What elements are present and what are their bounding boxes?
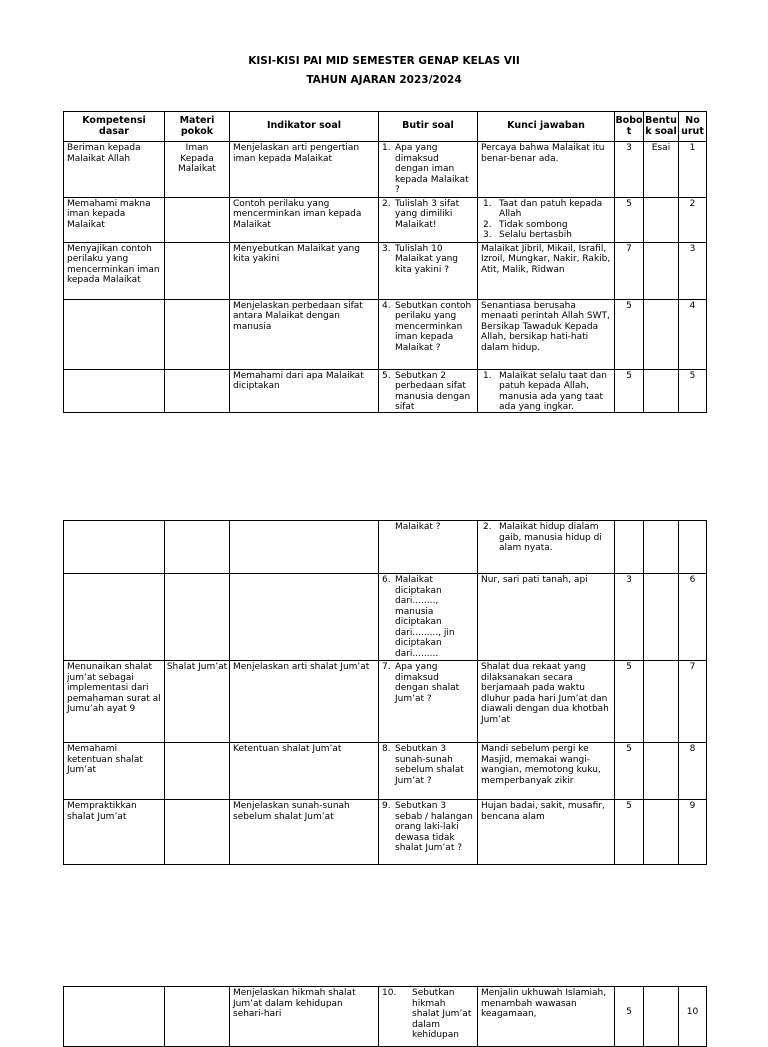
cell-kd: Menyajikan contoh perilaku yang mencerminkan iman kepada Malaikat [64, 242, 165, 299]
butir-text: Malaikat diciptakan dari........, manusia diciptakan dari........., jin diciptakan dari......... [395, 575, 455, 659]
cell-bobot: 5 [615, 661, 644, 743]
header-butir: Butir soal [379, 112, 478, 142]
cell-no: 7 [679, 661, 707, 743]
cell-no: 4 [679, 299, 707, 369]
cell-indikator [230, 574, 379, 661]
cell-kd [64, 987, 165, 1047]
cell-no: 5 [679, 369, 707, 412]
table-row [64, 242, 707, 299]
header-kompetensi: Kompetensi dasar [64, 112, 165, 142]
cell-kunci: Mandi sebelum pergi ke Masjid, memakai wangi-wangian, memotong kuku, memperbanyak zikir [478, 743, 615, 800]
cell-butir [379, 800, 478, 865]
butir-number: 4. [382, 300, 391, 311]
cell-bentuk: Esai [644, 142, 679, 198]
cell-bentuk [644, 987, 679, 1047]
cell-butir [379, 242, 478, 299]
cell-bentuk [644, 197, 679, 242]
kunci-list-item: 2. Malaikat hidup dialam gaib, manusia hidup di alam nyata. [483, 522, 602, 553]
cell-no: 3 [679, 242, 707, 299]
cell-no: 1 [679, 142, 707, 198]
cell-materi: Shalat Jum’at [165, 661, 230, 743]
table-row [64, 369, 707, 412]
cell-indikator: Menjelaskan sunah-sunah sebelum shalat Jum’at [230, 800, 379, 865]
cell-no [679, 521, 707, 574]
header-indikator: Indikator soal [230, 112, 379, 142]
cell-butir [379, 197, 478, 242]
cell-materi [165, 197, 230, 242]
cell-butir [379, 987, 478, 1047]
kisi-table-page1 [63, 111, 707, 413]
kunci-list-item: 1. Malaikat selalu taat dan patuh kepada Allah, manusia ada yang taat ada yang ingkar. [483, 370, 607, 412]
cell-bobot: 5 [615, 987, 644, 1047]
cell-bentuk [644, 661, 679, 743]
butir-number: 2. [382, 198, 391, 209]
cell-bobot: 5 [615, 299, 644, 369]
document-title: KISI-KISI PAI MID SEMESTER GENAP KELAS VII [248, 55, 520, 67]
cell-kunci [478, 369, 615, 412]
kunci-list-item: 2. Tidak sombong [483, 219, 568, 230]
cell-butir [379, 521, 478, 574]
cell-indikator: Memahami dari apa Malaikat diciptakan [230, 369, 379, 412]
cell-butir [379, 299, 478, 369]
butir-number: 5. [382, 370, 391, 381]
cell-materi [165, 800, 230, 865]
cell-kd [64, 369, 165, 412]
cell-indikator: Menyebutkan Malaikat yang kita yakini [230, 242, 379, 299]
cell-butir [379, 743, 478, 800]
cell-kunci: Menjalin ukhuwah Islamiah, menambah wawasan keagamaan, [478, 987, 615, 1047]
butir-text: Sebutkan 3 sebab / halangan orang laki-laki dewasa tidak shalat Jum’at ? [395, 801, 473, 853]
cell-indikator: Menjelaskan arti pengertian iman kepada Malaikat [230, 142, 379, 198]
cell-bentuk [644, 299, 679, 369]
cell-materi [165, 242, 230, 299]
cell-bentuk [644, 369, 679, 412]
kunci-list-item: 3. Selalu bertasbih [483, 230, 572, 240]
cell-kunci: Percaya bahwa Malaikat itu benar-benar ada. [478, 142, 615, 198]
table-row [64, 521, 707, 574]
cell-butir [379, 574, 478, 661]
cell-bentuk [644, 574, 679, 661]
butir-number: 6. [382, 575, 391, 585]
header-bentuk: Bentuk soal [644, 112, 679, 142]
kunci-list-item: 1. Taat dan patuh kepada Allah [483, 198, 603, 219]
kisi-table-page2 [63, 520, 707, 865]
butir-number: 7. [382, 662, 391, 672]
cell-materi [165, 299, 230, 369]
cell-kd: Memahami ketentuan shalat Jum’at [64, 743, 165, 800]
cell-no: 10 [679, 987, 707, 1047]
header-bobot: Bobot [615, 112, 644, 142]
cell-kunci [478, 521, 615, 574]
header-no: No urut [679, 112, 707, 142]
cell-indikator: Menjelaskan perbedaan sifat antara Malaikat dengan manusia [230, 299, 379, 369]
cell-butir [379, 661, 478, 743]
cell-indikator: Menjelaskan hikmah shalat Jum’at dalam kehidupan sehari-hari [230, 987, 379, 1047]
table-row [64, 987, 707, 1047]
cell-no: 9 [679, 800, 707, 865]
cell-materi: Iman Kepada Malaikat [165, 142, 230, 198]
cell-no: 6 [679, 574, 707, 661]
butir-text: Apa yang dimaksud dengan shalat Jum’at ? [395, 662, 460, 704]
cell-kd: Menunaikan shalat jum’at sebagai implementasi dari pemahaman surat al Jumu’ah ayat 9 [64, 661, 165, 743]
cell-bentuk [644, 743, 679, 800]
cell-materi [165, 369, 230, 412]
kisi-table-page3 [63, 986, 707, 1047]
cell-kunci: Senantiasa berusaha menaati perintah Allah SWT, Bersikap Tawaduk Kepada Allah, bersikap hati-hati dalam hidup. [478, 299, 615, 369]
cell-bentuk [644, 242, 679, 299]
cell-materi [165, 743, 230, 800]
cell-kd [64, 521, 165, 574]
cell-kunci [478, 197, 615, 242]
cell-bentuk [644, 521, 679, 574]
cell-bobot: 3 [615, 574, 644, 661]
cell-kd: Memahami makna iman kepada Malaikat [64, 197, 165, 242]
page3-clip [63, 986, 706, 1040]
document-subtitle: TAHUN AJARAN 2023/2024 [306, 74, 462, 86]
cell-bobot: 3 [615, 142, 644, 198]
cell-bentuk [644, 800, 679, 865]
cell-bobot: 5 [615, 197, 644, 242]
butir-text: Apa yang dimaksud dengan iman kepada Malaikat ? [395, 143, 469, 195]
butir-text: Malaikat ? [395, 522, 441, 532]
butir-text: Tulislah 10 Malaikat yang kita yakini ? [395, 243, 459, 275]
cell-bobot: 5 [615, 743, 644, 800]
cell-kunci: Nur, sari pati tanah, api [478, 574, 615, 661]
cell-kd [64, 299, 165, 369]
cell-indikator: Menjelaskan arti shalat Jum’at [230, 661, 379, 743]
butir-number: 9. [382, 801, 391, 811]
butir-text: Sebutkan hikmah shalat Jum’at dalam kehidupan [412, 988, 472, 1040]
header-kunci: Kunci jawaban [478, 112, 615, 142]
cell-materi [165, 574, 230, 661]
butir-text: Tulislah 3 sifat yang dimiliki Malaikat! [395, 198, 460, 230]
cell-bobot: 7 [615, 242, 644, 299]
butir-number: 1. [382, 143, 391, 153]
cell-bobot: 5 [615, 800, 644, 865]
cell-kunci: Malaikat Jibril, Mikail, Israfil, Izroil, Mungkar, Nakir, Rakib, Atit, Malik, Ridwan [478, 242, 615, 299]
header-materi: Materi pokok [165, 112, 230, 142]
butir-text: Sebutkan contoh perilaku yang mencerminkan iman kepada Malaikat ? [395, 300, 472, 353]
cell-no: 8 [679, 743, 707, 800]
cell-kunci: Hujan badai, sakit, musafir, bencana alam [478, 800, 615, 865]
table-row [64, 142, 707, 198]
butir-number: 3. [382, 243, 391, 254]
cell-bobot [615, 521, 644, 574]
butir-text: Sebutkan 3 sunah-sunah sebelum shalat Jum’at ? [395, 744, 464, 786]
cell-materi [165, 521, 230, 574]
cell-kunci: Shalat dua rekaat yang dilaksanakan secara berjamaah pada waktu dluhur pada hari Jum’at dan diawali dengan dua khotbah Jum’at [478, 661, 615, 743]
butir-number: 10. [382, 988, 397, 998]
butir-text: Sebutkan 2 perbedaan sifat manusia dengan sifat [395, 370, 471, 412]
cell-butir [379, 369, 478, 412]
cell-kd: Beriman kepada Malaikat Allah [64, 142, 165, 198]
cell-butir [379, 142, 478, 198]
table-row [64, 800, 707, 865]
cell-no: 2 [679, 197, 707, 242]
table-row [64, 743, 707, 800]
cell-kd: Mempraktikkan shalat Jum’at [64, 800, 165, 865]
cell-bobot: 5 [615, 369, 644, 412]
table-row [64, 574, 707, 661]
table-header-row [64, 112, 707, 142]
table-row [64, 197, 707, 242]
table-row [64, 299, 707, 369]
cell-indikator [230, 521, 379, 574]
cell-kd [64, 574, 165, 661]
cell-indikator: Contoh perilaku yang mencerminkan iman kepada Malaikat [230, 197, 379, 242]
cell-indikator: Ketentuan shalat Jum’at [230, 743, 379, 800]
table-row [64, 661, 707, 743]
cell-materi [165, 987, 230, 1047]
butir-number: 8. [382, 744, 391, 754]
